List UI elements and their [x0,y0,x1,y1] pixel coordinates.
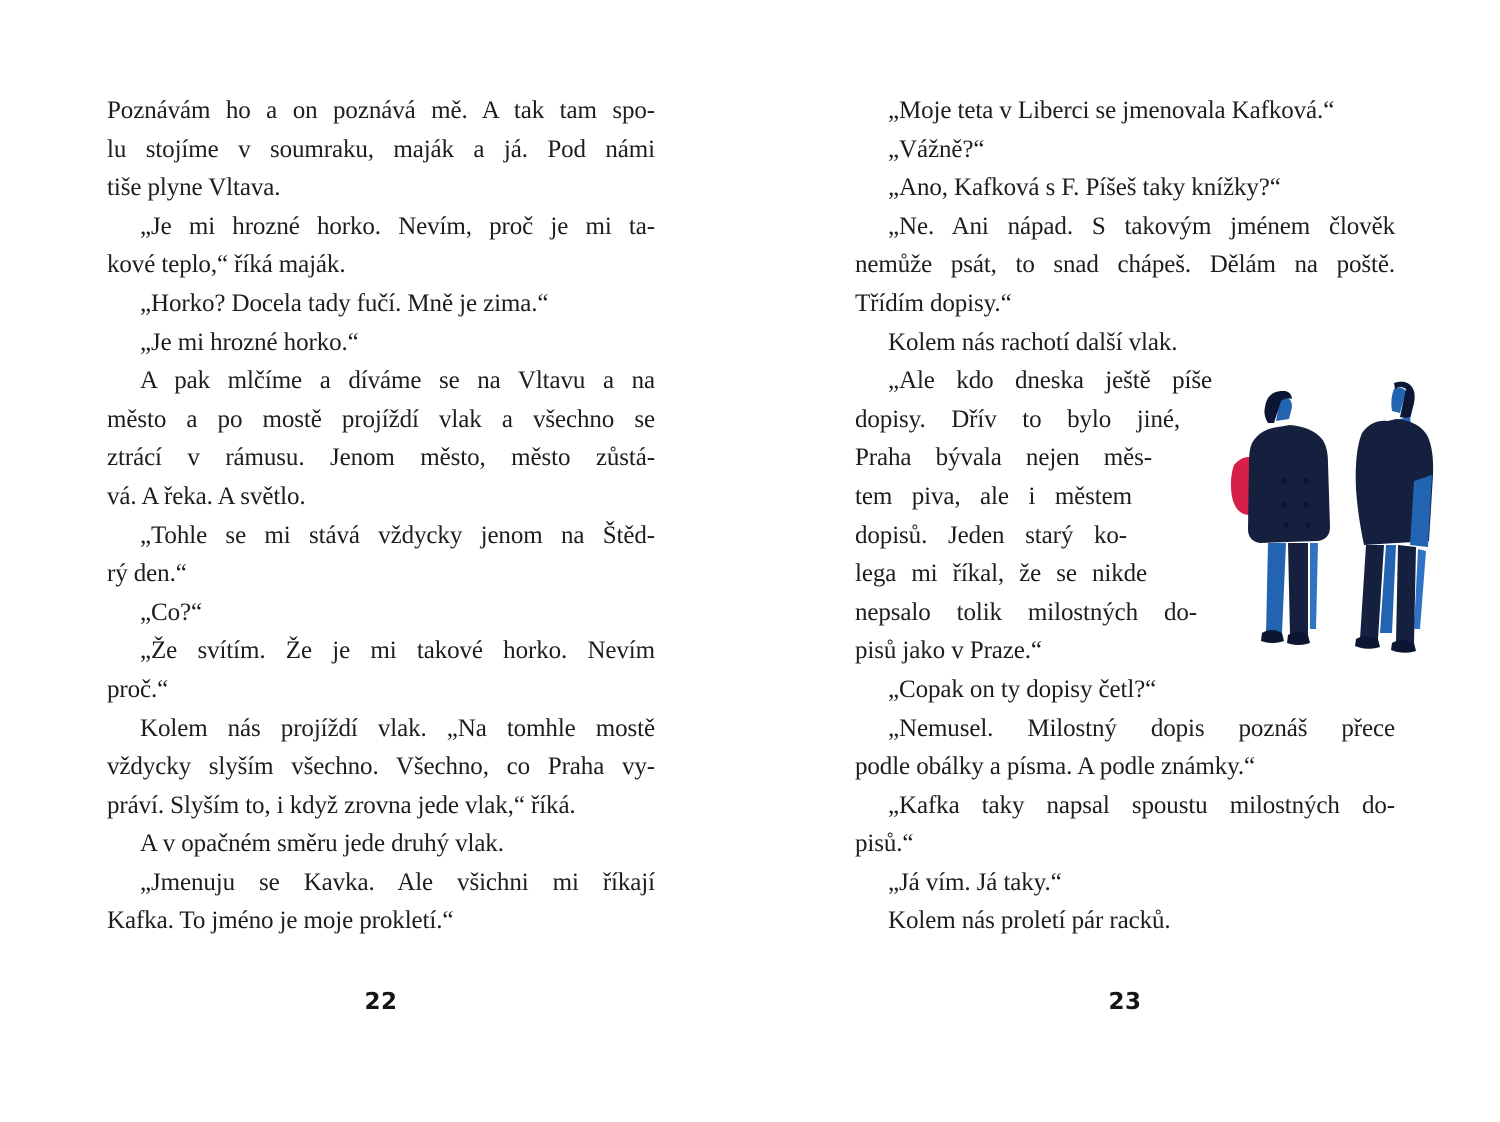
right-man-leg-navy [1360,545,1384,639]
paragraph [107,632,655,709]
text-line: rý den.“ [107,560,187,588]
paragraph [855,92,1395,131]
text-line: „Moje teta v Liberci se jmenovala Kafková.“ [888,97,1335,124]
text-line: Poznávám ho a on poznává mě. A tak tam spo- [107,97,655,124]
left-man [1231,391,1330,645]
paragraph [855,131,1395,170]
text-line: „Tohle se mi stává vždycky jenom na Štěd- [140,521,655,549]
text-line: lega mi říkal, že se nikde [855,560,1147,588]
text-line: „Je mi hrozné horko. Nevím, proč je mi ta- [140,212,655,240]
text-line: „Je mi hrozné horko.“ [140,328,359,356]
page-number-right: 23 [1108,989,1142,1015]
paragraph [107,92,655,208]
text-line: podle obálky a písma. A podle známky.“ [855,753,1256,781]
text-line: Třídím dopisy.“ [855,289,1012,317]
text-line: dopisy. Dřív to bylo jiné, [855,405,1180,433]
paragraph [107,864,655,941]
text-line: práví. Slyším to, i když zrovna jede vlak,“ říká. [107,791,576,819]
text-line: A v opačném směru jede druhý vlak. [140,830,504,858]
text-line: nemůže psát, to snad chápeš. Dělám na poště. [855,251,1395,279]
text-line: „Co?“ [140,598,202,626]
text-line: vá. A řeka. A světlo. [107,482,306,510]
text-line: „Nemusel. Milostný dopis poznáš přece [888,714,1395,742]
text-line: pisů jako v Praze.“ [855,637,1042,665]
text-line: „Já vím. Já taky.“ [888,868,1062,896]
text-line: Praha bývala nejen měs- [855,444,1152,472]
paragraph [107,285,655,324]
left-man-leg-blue [1266,543,1286,633]
paragraph [855,169,1395,208]
text-line: A pak mlčíme a díváme se na Vltavu a na [140,367,655,395]
paragraph [855,208,1395,324]
text-line: dopisů. Jeden starý ko- [855,521,1127,549]
text-line: „Ne. Ani nápad. S takovým jménem člověk [888,212,1395,240]
paragraph [107,324,655,363]
text-line: „Horko? Docela tady fučí. Mně je zima.“ [140,289,549,317]
paragraph [855,864,1395,903]
text-line: ztrácí v rámusu. Jenom město, město zůstá- [107,444,655,472]
paragraph [107,594,655,633]
text-line: pisů.“ [855,830,914,858]
paragraph [855,902,1395,941]
left-page-text [107,92,655,941]
text-line: proč.“ [107,675,169,703]
left-man-coat [1248,425,1330,543]
paragraph [107,362,655,516]
text-line: „Vážně?“ [888,135,985,163]
text-line: vždycky slyším všechno. Všechno, co Praha vy- [107,753,655,781]
text-line: kové teplo,“ říká maják. [107,251,346,279]
left-man-leg-highlight [1310,543,1318,629]
text-line: nepsalo tolik milostných do- [855,598,1197,626]
text-line: město a po mostě projíždí vlak a všechno se [107,405,655,433]
text-line: tiše plyne Vltava. [107,174,281,202]
text-line: Kolem nás projíždí vlak. „Na tomhle mostě [140,714,655,742]
right-man-leg-navy [1396,545,1416,643]
right-man-leg-highlight [1414,549,1426,629]
text-line: „Že svítím. Že je mi takové horko. Nevím [140,637,655,665]
text-line: Kolem nás rachotí další vlak. [888,328,1178,356]
text-line: tem piva, ale i městem [855,482,1132,510]
page-number-left: 22 [364,989,398,1015]
text-line: „Jmenuju se Kavka. Ale všichni mi říkají [140,868,655,896]
text-line: lu stojíme v soumraku, maják a já. Pod námi [107,135,655,163]
paragraph [855,324,1395,363]
text-line: „Ano, Kafková s F. Píšeš taky knížky?“ [888,174,1281,202]
paragraph [855,710,1395,787]
right-man [1355,382,1433,653]
paragraph [107,517,655,594]
text-line: „Copak on ty dopisy četl?“ [888,675,1157,703]
text-line: Kafka. To jméno je moje prokletí.“ [107,907,454,935]
paragraph [107,710,655,826]
illustration-two-men [1228,377,1440,657]
text-line: Kolem nás proletí pár racků. [888,907,1171,935]
paragraph [107,825,655,864]
text-line: „Ale kdo dneska ještě píše [888,367,1212,395]
paragraph [855,671,1395,710]
text-line: „Kafka taky napsal spoustu milostných do- [888,791,1395,819]
paragraph [107,208,655,285]
left-man-leg-navy [1288,543,1308,635]
paragraph [855,787,1395,864]
